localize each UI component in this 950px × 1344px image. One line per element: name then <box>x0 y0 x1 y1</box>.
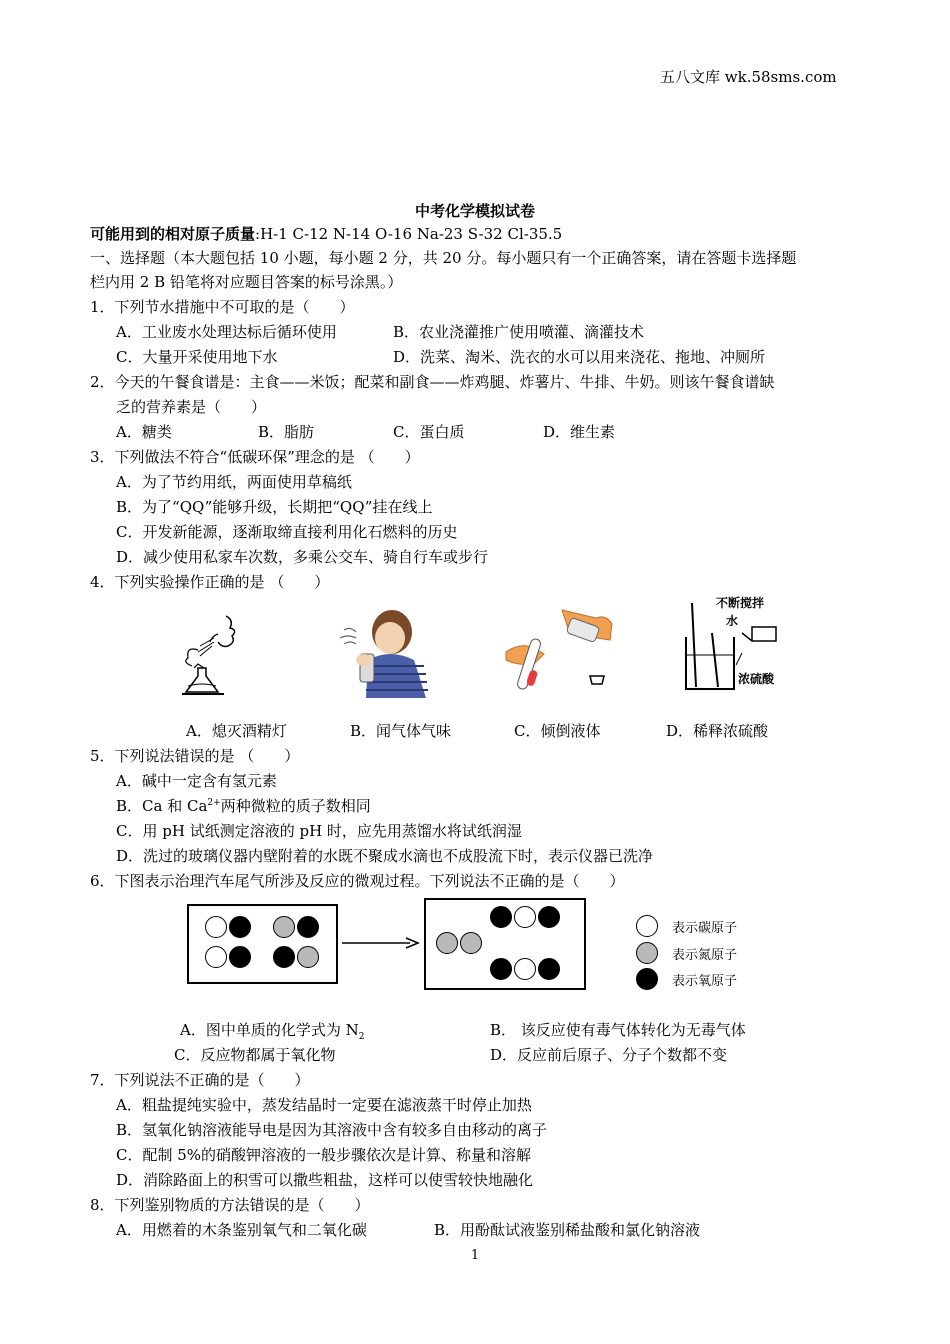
q7-option-c: C．配制 5%的硝酸钾溶液的一般步骤依次是计算、称量和溶解 <box>116 1146 532 1164</box>
q8-option-b: B．用酚酞试液鉴别稀盐酸和氯化钠溶液 <box>434 1221 701 1239</box>
site-header: 五八文库 wk.58sms.com <box>660 68 837 86</box>
section-heading-cont: 栏内用 2 B 铅笔将对应题目答案的标号涂黑。） <box>90 273 403 291</box>
q2-option-c: C．蛋白质 <box>393 423 465 441</box>
q8-stem: 8．下列鉴别物质的方法错误的是（ ） <box>90 1196 370 1214</box>
q3-option-b: B．为了“QQ”能够升级，长期把“QQ”挂在线上 <box>116 498 433 516</box>
stir-label: 不断搅拌 <box>716 596 765 610</box>
q5-stem: 5．下列说法错误的是 （ ） <box>90 747 300 765</box>
oxygen-atom <box>538 958 560 980</box>
q1-option-b: B．农业浇灌推广使用喷灌、滴灌技术 <box>393 323 645 341</box>
q6-option-a <box>180 1019 364 1042</box>
nitrogen-atom <box>297 946 319 968</box>
carbon-atom <box>514 906 536 928</box>
q5-option-a: A．碱中一定含有氢元素 <box>116 772 277 790</box>
reactants-box <box>187 904 338 984</box>
q2-option-b: B．脂肪 <box>258 423 315 441</box>
q6-option-c: C．反应物都属于氧化物 <box>174 1046 336 1064</box>
q1-option-a: A．工业废水处理达标后循环使用 <box>116 323 337 341</box>
q7-option-d: D．消除路面上的积雪可以撒些粗盐，这样可以使雪较快地融化 <box>116 1171 534 1189</box>
carbon-atom <box>205 946 227 968</box>
nitrogen-legend-label: 表示氮原子 <box>672 948 738 963</box>
oxygen-atom <box>229 916 251 938</box>
oxygen-atom <box>490 958 512 980</box>
q4-option-a: A．熄灭酒精灯 <box>186 722 287 740</box>
q6-stem: 6．下图表示治理汽车尾气所涉及反应的微观过程。下列说法不正确的是（ ） <box>90 872 625 890</box>
nitrogen-atom <box>273 916 295 938</box>
q7-option-a: A．粗盐提纯实验中，蒸发结晶时一定要在滤液蒸干时停止加热 <box>116 1096 532 1114</box>
q5-option-b-post: 两种微粒的质子数相同 <box>220 797 371 815</box>
q2-stem: 2．今天的午餐食谱是：主食——米饭；配菜和副食——炸鸡腿、炸薯片、牛排、牛奶。则该午餐食谱缺 <box>90 373 775 391</box>
q6-option-b: B． 该反应使有毒气体转化为无毒气体 <box>490 1021 746 1039</box>
products-box <box>424 898 586 990</box>
q7-stem: 7．下列说法不正确的是（ ） <box>90 1071 310 1089</box>
q5-option-b-charge: 2+ <box>207 798 221 808</box>
oxygen-atom <box>273 946 295 968</box>
oxygen-legend-icon <box>636 968 658 990</box>
page-number: 1 <box>470 1248 480 1263</box>
acid-label: 浓硫酸 <box>738 672 775 686</box>
extinguish-lamp-figure <box>178 606 246 698</box>
oxygen-atom <box>229 946 251 968</box>
water-label: 水 <box>726 614 739 628</box>
carbon-legend-icon <box>636 915 658 937</box>
q1-option-d: D．洗菜、淘米、洗衣的水可以用来浇花、拖地、冲厕所 <box>393 348 766 366</box>
q5-option-c: C．用 pH 试纸测定溶液的 pH 时，应先用蒸馏水将试纸润湿 <box>116 822 522 840</box>
oxygen-legend-label: 表示氧原子 <box>672 974 738 989</box>
q7-option-b: B．氢氧化钠溶液能导电是因为其溶液中含有较多自由移动的离子 <box>116 1121 548 1139</box>
q3-stem: 3．下列做法不符合“低碳环保”理念的是 （ ） <box>90 448 420 466</box>
carbon-atom <box>205 916 227 938</box>
q4-option-c: C．倾倒液体 <box>514 722 601 740</box>
q4-stem: 4．下列实验操作正确的是 （ ） <box>90 573 330 591</box>
atomic-mass-label: 可能用到的相对原子质量 <box>90 225 256 243</box>
q2-option-d: D．维生素 <box>543 423 616 441</box>
q2-stem-cont: 乏的营养素是（ ） <box>116 398 267 416</box>
nitrogen-atom <box>460 932 482 954</box>
section-heading: 一、选择题（本大题包括 10 小题，每小题 2 分，共 20 分。每小题只有一个正确答案，请在答题卡选择题 <box>90 249 797 267</box>
atomic-mass-values: :H-1 C-12 N-14 O-16 Na-23 S-32 Cl-35.5 <box>255 225 563 243</box>
pour-liquid-figure <box>500 604 635 694</box>
q4-option-d: D．稀释浓硫酸 <box>666 722 769 740</box>
q6-option-a-subscript: 2 <box>358 1032 365 1042</box>
q8-option-a: A．用燃着的木条鉴别氧气和二氧化碳 <box>116 1221 367 1239</box>
carbon-atom <box>514 958 536 980</box>
oxygen-atom <box>538 906 560 928</box>
q5-option-b-pre: B．Ca 和 Ca <box>116 797 208 815</box>
q6-option-d: D．反应前后原子、分子个数都不变 <box>490 1046 728 1064</box>
page-title: 中考化学模拟试卷 <box>414 202 535 220</box>
q1-option-c: C．大量开采使用地下水 <box>116 348 278 366</box>
nitrogen-legend-icon <box>636 942 658 964</box>
q3-option-d: D．减少使用私家车次数，多乘公交车、骑自行车或步行 <box>116 548 489 566</box>
nitrogen-atom <box>436 932 458 954</box>
oxygen-atom <box>297 916 319 938</box>
carbon-legend-label: 表示碳原子 <box>672 921 738 936</box>
q3-option-c: C．开发新能源，逐渐取缔直接利用化石燃料的历史 <box>116 523 458 541</box>
oxygen-atom <box>490 906 512 928</box>
reaction-arrow-icon <box>340 936 420 950</box>
q6-option-a-text: A．图中单质的化学式为 N <box>180 1021 359 1039</box>
q5-option-d: D．洗过的玻璃仪器内壁附着的水既不聚成水滴也不成股流下时，表示仪器已洗净 <box>116 847 654 865</box>
atomic-mass-line <box>90 223 562 245</box>
q4-option-b: B．闻气体气味 <box>350 722 452 740</box>
q5-option-b <box>116 795 371 816</box>
q3-option-a: A．为了节约用纸，两面使用草稿纸 <box>116 473 352 491</box>
smell-gas-figure <box>330 604 435 700</box>
q1-stem: 1．下列节水措施中不可取的是（ ） <box>90 298 355 316</box>
dilute-acid-figure <box>682 593 792 695</box>
q2-option-a: A．糖类 <box>116 423 172 441</box>
